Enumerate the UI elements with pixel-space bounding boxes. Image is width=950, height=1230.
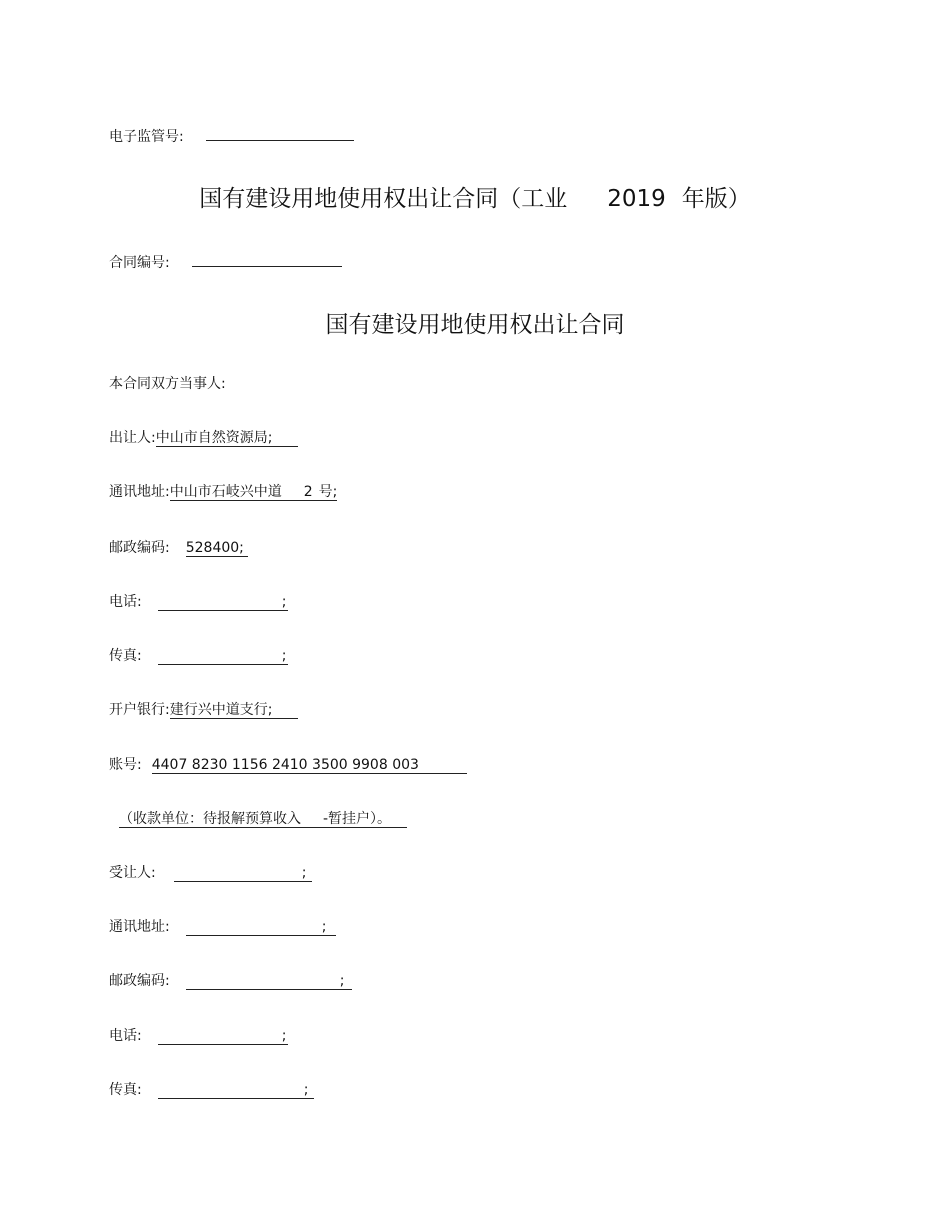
supervision-number-label: 电子监管号: — [109, 129, 184, 145]
transferor-postal-row — [109, 539, 248, 557]
transferee-postal-label: 邮政编码: — [109, 973, 170, 989]
supervision-number-blank[interactable] — [206, 125, 354, 141]
transferee-fax-label: 传真: — [109, 1082, 142, 1098]
transferor-account-label: 账号: — [109, 757, 142, 773]
transferee-postal-blank[interactable]: ; — [186, 973, 353, 990]
document-title-suffix: 年版） — [681, 186, 751, 212]
transferee-phone-blank[interactable]: ; — [158, 1028, 289, 1045]
transferee-address-label: 通讯地址: — [109, 919, 170, 935]
transferee-phone-label: 电话: — [109, 1028, 142, 1044]
transferor-bank-value: 建行兴中道支行; — [170, 702, 299, 719]
document-title-text: 国有建设用地使用权出让合同（工业 — [199, 186, 568, 212]
transferor-phone-row — [109, 593, 288, 611]
account-note-row — [119, 810, 407, 828]
document-title — [0, 185, 950, 213]
transferee-name-blank[interactable]: ; — [174, 865, 313, 882]
document-title-year: 2019 — [607, 186, 666, 212]
transferor-phone-label: 电话: — [109, 594, 142, 610]
transferor-fax-row — [109, 647, 288, 665]
transferor-address-value: 中山市石岐兴中道 2 号; — [169, 484, 338, 500]
transferor-fax-blank[interactable]: ; — [158, 648, 289, 665]
transferee-address-row — [109, 918, 336, 936]
transferor-phone-blank[interactable]: ; — [158, 594, 289, 611]
transferee-fax-row — [109, 1081, 314, 1099]
transferor-bank-label: 开户银行: — [109, 702, 170, 718]
transferee-phone-row — [109, 1027, 288, 1045]
transferor-bank-row — [109, 701, 298, 719]
transferee-name-row — [109, 864, 312, 882]
transferor-name-value: 中山市自然资源局; — [156, 430, 299, 447]
contract-number-row — [109, 251, 342, 272]
transferor-postal-label: 邮政编码: — [109, 540, 170, 556]
transferor-postal-value: 528400; — [186, 540, 248, 557]
transferor-address-row — [109, 483, 337, 501]
transferor-name-label: 出让人: — [109, 430, 156, 446]
transferor-fax-label: 传真: — [109, 648, 142, 664]
transferor-name-row — [109, 429, 298, 447]
transferee-address-blank[interactable]: ; — [186, 919, 337, 936]
transferor-account-row — [109, 756, 467, 774]
transferee-postal-row — [109, 972, 352, 990]
contract-number-blank[interactable] — [192, 251, 342, 267]
transferor-account-value: 4407 8230 1156 2410 3500 9908 003 — [152, 757, 467, 774]
account-note: （收款单位：待报解预算收入 -暂挂户）。 — [119, 811, 407, 828]
transferor-address-label: 通讯地址: — [109, 484, 170, 500]
parties-intro — [109, 375, 226, 393]
contract-subtitle-text: 国有建设用地使用权出让合同 — [325, 312, 625, 338]
contract-subtitle — [0, 311, 950, 339]
contract-number-label: 合同编号: — [109, 255, 170, 271]
parties-intro-text: 本合同双方当事人: — [109, 376, 226, 392]
supervision-number-row — [109, 125, 354, 146]
transferee-name-label: 受让人: — [109, 865, 156, 881]
transferee-fax-blank[interactable]: ; — [158, 1082, 315, 1099]
